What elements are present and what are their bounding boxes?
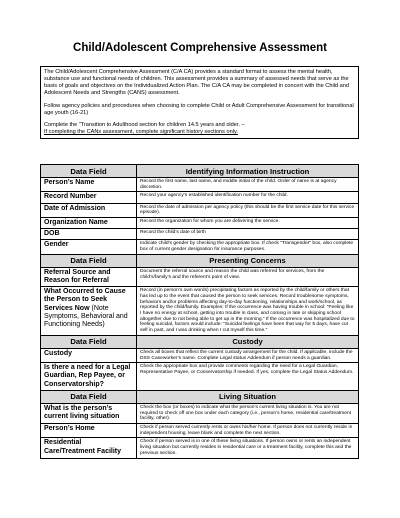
table-row (41, 348, 359, 362)
intro-paragraph-2: Follow agency policies and procedures when choosing to complete Child or Adult Comprehensive Assessment for transitional age youth (16-21) (44, 102, 354, 116)
field-label: Gender (41, 240, 137, 254)
table-row (41, 363, 359, 391)
field-label: Organization Name (41, 218, 137, 229)
section-heading: Identifying Information Instruction (137, 165, 359, 178)
field-instruction: Indicate child’s gender by checking the appropriate box. If check “Transgender” box, also complete box of current gender designation for insurance purposes. (137, 240, 359, 254)
field-label: Referral Source and Reason for Referral (41, 267, 137, 286)
field-instruction: Record the child’s date of birth (137, 229, 359, 240)
assessment-table (40, 164, 359, 459)
field-label: Custody (41, 348, 137, 362)
intro-box (40, 66, 359, 139)
table-row (41, 423, 359, 437)
field-instruction: Record the first name, last name, and middle initial of the child. Order of name is at agency discretion. (137, 178, 359, 192)
document-title: Child/Adolescent Comprehensive Assessment (73, 42, 327, 54)
section-header-custody (41, 335, 359, 348)
data-field-header: Data Field (41, 165, 137, 178)
intro-paragraph-3 (44, 122, 355, 136)
field-label: Is there a need for a Legal Guardian, Rep Payee, or Conservatorship? (41, 363, 137, 391)
field-instruction: Check all boxes that reflect the current custody arrangement for the child. If applicable, include the DSS Caseworker’s name. Complete Legal status Addendum if person needs a guardian. (137, 348, 359, 362)
field-label: Date of Admission (41, 203, 137, 217)
field-instruction: Document the referral source and reason the child was referred for services, from the child’s/family’s and the referent’s point of view. (137, 267, 359, 286)
table-row (41, 192, 359, 203)
field-instruction: Check the appropriate box and provide comments regarding the need for a Legal Guardian, Representative Payee, or Conservatorship if needed. If yes, complete the Legal Status Addendum. (137, 363, 359, 391)
field-instruction: Record the organization for whom you are delivering the service. (137, 218, 359, 229)
intro-transition-note: Complete the “Transition to Adulthood section for children 14.5 years and older. – (44, 122, 245, 129)
table-row (41, 267, 359, 286)
table-row (41, 403, 359, 423)
field-instruction: Record your agency’s established identification number for the child. (137, 192, 359, 203)
intro-cans-note: If completing the CANs assessment, complete significant history sections only. (44, 129, 238, 136)
table-row (41, 240, 359, 254)
field-label: DOB (41, 229, 137, 240)
field-label: Person’s Name (41, 178, 137, 192)
field-instruction: Check if person served is in one of these living situations. If person owns or rents an independent living situation but currently resides in residential care or a treatment facility, complete this and the previous section. (137, 438, 359, 458)
data-field-header: Data Field (41, 335, 137, 348)
data-field-header: Data Field (41, 390, 137, 403)
table-row (41, 287, 359, 336)
field-label: Person’s Home (41, 423, 137, 437)
field-instruction: Check the box (or boxes) to indicate what the person’s current living situation is. You are not required to check off one box under each category (i.e., person’s home, residential care/treatment facility, other). (137, 403, 359, 423)
table-row (41, 229, 359, 240)
section-header-presenting (41, 254, 359, 267)
field-instruction: Record the date of admission per agency policy (this should be the first service date for this service episode). (137, 203, 359, 217)
field-instruction: Check if person served currently rents or owns his/her home. If person does not currently reside in independent housing, leave blank and complete the next section. (137, 423, 359, 437)
section-heading: Custody (137, 335, 359, 348)
field-label: Record Number (41, 192, 137, 203)
field-label: What Occurred to Cause the Person to Seek Services Now (44, 288, 126, 312)
table-row (41, 218, 359, 229)
table-row (41, 178, 359, 192)
field-instruction: Record (in person’s own words) precipitating factors as reported by the child/family or others that has led up to the event that caused the person to seek services. Record troublesome symptoms, behaviors and/or problems affecting day-to-day functioning, relationships and work/school, as reported by the child/family. Examples: If the occurrence was having trouble in school: “Feeling like I have no energy at school, getting into trouble in class, and coming in late or skipping school altogether due to not being able to get up in the morning.” If the occurrence was hospitalized due to feeling suicidal, factors would include: “Suicidal feelings have been that way for 5 days, have cut self in past, and I was drinking when I cut myself this time.” (137, 287, 359, 336)
field-label: Residential Care/Treatment Facility (41, 438, 137, 458)
data-field-header: Data Field (41, 254, 137, 267)
section-heading: Presenting Concerns (137, 254, 359, 267)
table-row (41, 438, 359, 458)
intro-paragraph-1: The Child/Adolescent Comprehensive Assessment (C/A CA) provides a standard format to assess the mental health, substance use and functional needs of children. This assessment provides a summary of assessed needs that serve as the basis of goals and objectives on the Individualized Action Plan. The C/A CA may be completed in concert with the Child and Adolescent Needs and Strengths (CANS) assessment. (44, 69, 349, 96)
section-heading: Living Situation (137, 390, 359, 403)
field-label: What is the person’s current living situation (41, 403, 137, 423)
field-note: (Note Symptoms, Behavioral and Functioning Needs) (44, 304, 128, 329)
table-row (41, 203, 359, 217)
section-header-identifying (41, 165, 359, 178)
section-header-living (41, 390, 359, 403)
field-label-with-note (41, 287, 137, 336)
